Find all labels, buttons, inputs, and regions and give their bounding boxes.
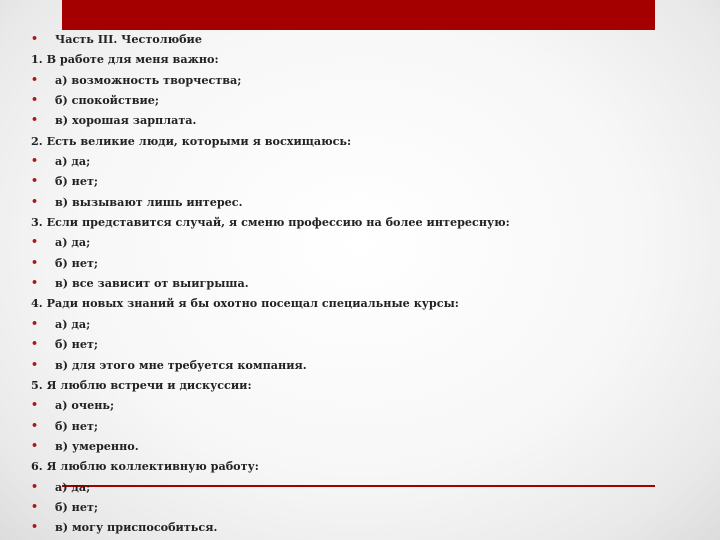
bullet-icon: • xyxy=(31,72,39,86)
bullet-item xyxy=(31,355,701,375)
bullet-item xyxy=(31,314,701,334)
line-text: б) нет; xyxy=(55,255,99,270)
line-text: в) для этого мне требуется компания. xyxy=(55,357,307,372)
line-text: б) нет; xyxy=(55,499,99,514)
bullet-icon: • xyxy=(31,154,39,168)
line-text: 5. Я люблю встречи и дискуссии: xyxy=(31,377,252,392)
bullet-icon: • xyxy=(31,520,39,534)
line-text: 2. Есть великие люди, которыми я восхищаюсь: xyxy=(31,133,352,148)
bullet-item xyxy=(31,110,701,130)
line-text: а) да; xyxy=(55,316,91,331)
line-text: 3. Если представится случай, я сменю профессию на более интересную: xyxy=(31,215,510,230)
line-text: 6. Я люблю коллективную работу: xyxy=(31,459,259,474)
line-text: а) возможность творчества; xyxy=(55,72,242,87)
bullet-item xyxy=(31,90,701,110)
line-text: а) очень; xyxy=(55,398,115,413)
bullet-icon: • xyxy=(31,398,39,412)
question-line xyxy=(31,456,701,476)
bullet-icon: • xyxy=(31,418,39,432)
top-accent-bar xyxy=(62,0,655,30)
bullet-icon: • xyxy=(31,255,39,269)
bullet-item xyxy=(31,232,701,252)
bullet-icon: • xyxy=(31,337,39,351)
bullet-item xyxy=(31,192,701,212)
line-text: в) могу приспособиться. xyxy=(55,520,218,535)
bullet-icon: • xyxy=(31,316,39,330)
line-text: а) да; xyxy=(55,154,91,169)
bullet-icon: • xyxy=(31,357,39,371)
line-text: б) спокойствие; xyxy=(55,93,160,108)
bullet-icon: • xyxy=(31,32,39,45)
bullet-item xyxy=(31,416,701,436)
question-line xyxy=(31,375,701,395)
bullet-item xyxy=(31,70,701,90)
line-text: в) вызывают лишь интерес. xyxy=(55,194,243,209)
line-text: 1. В работе для меня важно: xyxy=(31,52,219,67)
line-text: б) нет; xyxy=(55,174,99,189)
bullet-item xyxy=(31,151,701,171)
line-text: б) нет; xyxy=(55,418,99,433)
bullet-icon: • xyxy=(31,113,39,127)
line-text: б) нет; xyxy=(55,337,99,352)
bullet-item xyxy=(31,517,701,537)
bullet-icon: • xyxy=(31,174,39,188)
bullet-icon: • xyxy=(31,276,39,290)
bullet-item xyxy=(31,171,701,191)
bullet-item xyxy=(31,497,701,517)
bullet-item xyxy=(31,273,701,293)
bullet-item xyxy=(31,334,701,354)
line-text: Часть III. Честолюбие xyxy=(55,32,202,46)
question-line xyxy=(31,212,701,232)
line-text: 4. Ради новых знаний я бы охотно посещал специальные курсы: xyxy=(31,296,459,311)
questionnaire-text xyxy=(31,29,701,538)
question-line xyxy=(31,293,701,313)
line-text: а) да; xyxy=(55,235,91,250)
line-text: в) умеренно. xyxy=(55,438,139,453)
line-text: в) хорошая зарплата. xyxy=(55,113,197,128)
bullet-icon: • xyxy=(31,194,39,208)
bullet-item xyxy=(31,395,701,415)
bullet-item xyxy=(31,436,701,456)
bullet-icon: • xyxy=(31,93,39,107)
line-text: в) все зависит от выигрыша. xyxy=(55,276,249,291)
bullet-item xyxy=(31,29,701,49)
bullet-item xyxy=(31,477,701,497)
question-line xyxy=(31,131,701,151)
question-line xyxy=(31,49,701,69)
line-text: а) да; xyxy=(55,479,91,494)
bullet-icon: • xyxy=(31,235,39,249)
bullet-icon: • xyxy=(31,438,39,452)
bullet-icon: • xyxy=(31,479,39,493)
bullet-item xyxy=(31,253,701,273)
bullet-icon: • xyxy=(31,499,39,513)
